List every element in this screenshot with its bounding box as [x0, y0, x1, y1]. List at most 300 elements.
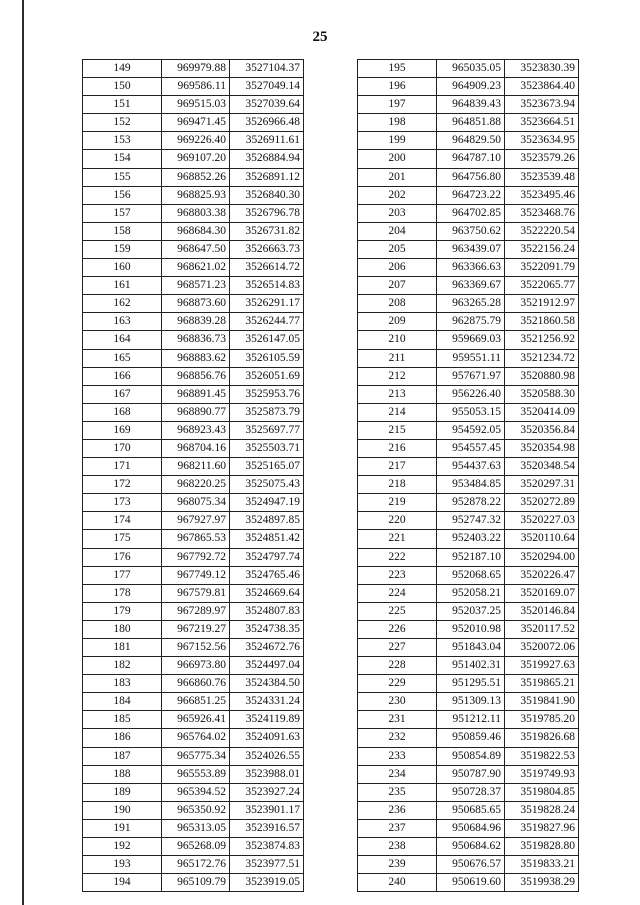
point-number-cell: 214	[358, 403, 437, 421]
x-coordinate-cell: 968220.25	[162, 476, 230, 494]
y-coordinate-cell: 3527039.64	[230, 96, 304, 114]
y-coordinate-cell: 3526614.72	[230, 259, 304, 277]
x-coordinate-cell: 965172.76	[162, 856, 230, 874]
table-row	[358, 620, 579, 638]
table-row	[358, 240, 579, 258]
point-number-cell: 170	[83, 439, 162, 457]
point-number-cell: 158	[83, 222, 162, 240]
table-row	[83, 639, 304, 657]
y-coordinate-cell: 3526840.30	[230, 186, 304, 204]
table-row	[83, 421, 304, 439]
y-coordinate-cell: 3526731.82	[230, 222, 304, 240]
table-row	[83, 819, 304, 837]
x-coordinate-cell: 967749.12	[162, 566, 230, 584]
table-row	[83, 458, 304, 476]
point-number-cell: 153	[83, 132, 162, 150]
x-coordinate-cell: 968211.60	[162, 458, 230, 476]
point-number-cell: 225	[358, 602, 437, 620]
table-row	[83, 838, 304, 856]
x-coordinate-cell: 953484.85	[437, 476, 505, 494]
y-coordinate-cell: 3526514.83	[230, 277, 304, 295]
point-number-cell: 198	[358, 114, 437, 132]
x-coordinate-cell: 968856.76	[162, 367, 230, 385]
y-coordinate-cell: 3523864.40	[505, 78, 579, 96]
point-number-cell: 165	[83, 349, 162, 367]
y-coordinate-cell: 3520226.47	[505, 566, 579, 584]
y-coordinate-cell: 3524497.04	[230, 657, 304, 675]
point-number-cell: 209	[358, 313, 437, 331]
y-coordinate-cell: 3521234.72	[505, 349, 579, 367]
y-coordinate-cell: 3520880.98	[505, 367, 579, 385]
x-coordinate-cell: 968836.73	[162, 331, 230, 349]
table-row	[83, 60, 304, 78]
table-row	[358, 60, 579, 78]
point-number-cell: 212	[358, 367, 437, 385]
x-coordinate-cell: 964839.43	[437, 96, 505, 114]
x-coordinate-cell: 968571.23	[162, 277, 230, 295]
point-number-cell: 162	[83, 295, 162, 313]
x-coordinate-cell: 959551.11	[437, 349, 505, 367]
point-number-cell: 218	[358, 476, 437, 494]
x-coordinate-cell: 952403.22	[437, 530, 505, 548]
table-row	[358, 675, 579, 693]
table-row	[83, 620, 304, 638]
y-coordinate-cell: 3521256.92	[505, 331, 579, 349]
table-row	[358, 639, 579, 657]
x-coordinate-cell: 968803.38	[162, 204, 230, 222]
table-row	[83, 729, 304, 747]
x-coordinate-cell: 963750.62	[437, 222, 505, 240]
x-coordinate-cell: 964723.22	[437, 186, 505, 204]
table-row	[83, 367, 304, 385]
y-coordinate-cell: 3520588.30	[505, 385, 579, 403]
x-coordinate-cell: 963265.28	[437, 295, 505, 313]
point-number-cell: 159	[83, 240, 162, 258]
x-coordinate-cell: 968891.45	[162, 385, 230, 403]
point-number-cell: 154	[83, 150, 162, 168]
point-number-cell: 169	[83, 421, 162, 439]
point-number-cell: 194	[83, 874, 162, 892]
x-coordinate-cell: 967152.56	[162, 639, 230, 657]
x-coordinate-cell: 969226.40	[162, 132, 230, 150]
x-coordinate-cell: 968825.93	[162, 186, 230, 204]
y-coordinate-cell: 3523988.01	[230, 765, 304, 783]
x-coordinate-cell: 963369.67	[437, 277, 505, 295]
y-coordinate-cell: 3523495.46	[505, 186, 579, 204]
x-coordinate-cell: 951309.13	[437, 693, 505, 711]
y-coordinate-cell: 3522065.77	[505, 277, 579, 295]
x-coordinate-cell: 959669.03	[437, 331, 505, 349]
point-number-cell: 187	[83, 747, 162, 765]
y-coordinate-cell: 3526051.69	[230, 367, 304, 385]
y-coordinate-cell: 3523634.95	[505, 132, 579, 150]
y-coordinate-cell: 3524851.42	[230, 530, 304, 548]
table-row	[83, 602, 304, 620]
table-row	[83, 584, 304, 602]
x-coordinate-cell: 968873.60	[162, 295, 230, 313]
point-number-cell: 202	[358, 186, 437, 204]
y-coordinate-cell: 3523901.17	[230, 801, 304, 819]
x-coordinate-cell: 967579.81	[162, 584, 230, 602]
table-row	[83, 494, 304, 512]
point-number-cell: 191	[83, 819, 162, 837]
point-number-cell: 206	[358, 259, 437, 277]
table-row	[83, 295, 304, 313]
point-number-cell: 192	[83, 838, 162, 856]
y-coordinate-cell: 3519785.20	[505, 711, 579, 729]
x-coordinate-cell: 950676.57	[437, 856, 505, 874]
y-coordinate-cell: 3526884.94	[230, 150, 304, 168]
x-coordinate-cell: 952187.10	[437, 548, 505, 566]
point-number-cell: 149	[83, 60, 162, 78]
point-number-cell: 233	[358, 747, 437, 765]
point-number-cell: 215	[358, 421, 437, 439]
table-row	[83, 204, 304, 222]
coordinates-table-left-body	[83, 60, 304, 892]
table-row	[358, 150, 579, 168]
table-row	[358, 331, 579, 349]
table-row	[358, 819, 579, 837]
y-coordinate-cell: 3524672.76	[230, 639, 304, 657]
point-number-cell: 203	[358, 204, 437, 222]
point-number-cell: 223	[358, 566, 437, 584]
x-coordinate-cell: 964851.88	[437, 114, 505, 132]
table-row	[358, 168, 579, 186]
y-coordinate-cell: 3522156.24	[505, 240, 579, 258]
point-number-cell: 178	[83, 584, 162, 602]
point-number-cell: 171	[83, 458, 162, 476]
table-row	[83, 132, 304, 150]
table-row	[358, 78, 579, 96]
table-row	[83, 259, 304, 277]
table-row	[358, 385, 579, 403]
table-row	[83, 783, 304, 801]
point-number-cell: 220	[358, 512, 437, 530]
x-coordinate-cell: 950684.96	[437, 819, 505, 837]
table-row	[83, 675, 304, 693]
y-coordinate-cell: 3526966.48	[230, 114, 304, 132]
y-coordinate-cell: 3523664.51	[505, 114, 579, 132]
table-row	[83, 874, 304, 892]
point-number-cell: 151	[83, 96, 162, 114]
table-row	[358, 96, 579, 114]
page-number: 25	[312, 29, 328, 45]
x-coordinate-cell: 968852.26	[162, 168, 230, 186]
x-coordinate-cell: 954592.05	[437, 421, 505, 439]
table-row	[358, 204, 579, 222]
point-number-cell: 226	[358, 620, 437, 638]
y-coordinate-cell: 3527049.14	[230, 78, 304, 96]
y-coordinate-cell: 3522220.54	[505, 222, 579, 240]
y-coordinate-cell: 3524091.63	[230, 729, 304, 747]
x-coordinate-cell: 965394.52	[162, 783, 230, 801]
table-row	[358, 711, 579, 729]
y-coordinate-cell: 3525075.43	[230, 476, 304, 494]
table-row	[358, 494, 579, 512]
point-number-cell: 219	[358, 494, 437, 512]
y-coordinate-cell: 3527104.37	[230, 60, 304, 78]
x-coordinate-cell: 951212.11	[437, 711, 505, 729]
x-coordinate-cell: 952010.98	[437, 620, 505, 638]
x-coordinate-cell: 963439.07	[437, 240, 505, 258]
x-coordinate-cell: 964829.50	[437, 132, 505, 150]
table-row	[358, 801, 579, 819]
y-coordinate-cell: 3520297.31	[505, 476, 579, 494]
point-number-cell: 237	[358, 819, 437, 837]
x-coordinate-cell: 965035.05	[437, 60, 505, 78]
y-coordinate-cell: 3523927.24	[230, 783, 304, 801]
y-coordinate-cell: 3520272.89	[505, 494, 579, 512]
table-row	[83, 476, 304, 494]
y-coordinate-cell: 3520294.00	[505, 548, 579, 566]
x-coordinate-cell: 968075.34	[162, 494, 230, 512]
x-coordinate-cell: 969515.03	[162, 96, 230, 114]
point-number-cell: 200	[358, 150, 437, 168]
x-coordinate-cell: 951295.51	[437, 675, 505, 693]
point-number-cell: 160	[83, 259, 162, 277]
point-number-cell: 156	[83, 186, 162, 204]
table-row	[358, 367, 579, 385]
x-coordinate-cell: 965764.02	[162, 729, 230, 747]
x-coordinate-cell: 965775.34	[162, 747, 230, 765]
x-coordinate-cell: 964702.85	[437, 204, 505, 222]
table-row	[358, 747, 579, 765]
point-number-cell: 150	[83, 78, 162, 96]
y-coordinate-cell: 3519865.21	[505, 675, 579, 693]
x-coordinate-cell: 968621.02	[162, 259, 230, 277]
x-coordinate-cell: 965350.92	[162, 801, 230, 819]
point-number-cell: 155	[83, 168, 162, 186]
y-coordinate-cell: 3522091.79	[505, 259, 579, 277]
x-coordinate-cell: 964909.23	[437, 78, 505, 96]
x-coordinate-cell: 965268.09	[162, 838, 230, 856]
y-coordinate-cell: 3520356.84	[505, 421, 579, 439]
y-coordinate-cell: 3524331.24	[230, 693, 304, 711]
y-coordinate-cell: 3520110.64	[505, 530, 579, 548]
point-number-cell: 157	[83, 204, 162, 222]
y-coordinate-cell: 3519822.53	[505, 747, 579, 765]
point-number-cell: 224	[358, 584, 437, 602]
table-row	[358, 222, 579, 240]
table-row	[83, 114, 304, 132]
table-row	[358, 458, 579, 476]
point-number-cell: 174	[83, 512, 162, 530]
coordinates-table-right-body	[358, 60, 579, 892]
x-coordinate-cell: 969586.11	[162, 78, 230, 96]
point-number-cell: 173	[83, 494, 162, 512]
y-coordinate-cell: 3524807.83	[230, 602, 304, 620]
point-number-cell: 238	[358, 838, 437, 856]
point-number-cell: 183	[83, 675, 162, 693]
x-coordinate-cell: 968684.30	[162, 222, 230, 240]
table-row	[83, 693, 304, 711]
x-coordinate-cell: 967289.97	[162, 602, 230, 620]
table-row	[358, 439, 579, 457]
x-coordinate-cell: 962875.79	[437, 313, 505, 331]
table-row	[83, 349, 304, 367]
x-coordinate-cell: 950684.62	[437, 838, 505, 856]
y-coordinate-cell: 3525953.76	[230, 385, 304, 403]
table-row	[358, 313, 579, 331]
table-row	[358, 657, 579, 675]
table-row	[83, 78, 304, 96]
table-row	[358, 349, 579, 367]
x-coordinate-cell: 957671.97	[437, 367, 505, 385]
point-number-cell: 227	[358, 639, 437, 657]
table-row	[83, 186, 304, 204]
point-number-cell: 175	[83, 530, 162, 548]
x-coordinate-cell: 954557.45	[437, 439, 505, 457]
table-row	[358, 856, 579, 874]
y-coordinate-cell: 3520169.07	[505, 584, 579, 602]
y-coordinate-cell: 3521912.97	[505, 295, 579, 313]
point-number-cell: 179	[83, 602, 162, 620]
y-coordinate-cell: 3526147.05	[230, 331, 304, 349]
table-row	[83, 657, 304, 675]
point-number-cell: 205	[358, 240, 437, 258]
y-coordinate-cell: 3523916.57	[230, 819, 304, 837]
table-row	[83, 439, 304, 457]
x-coordinate-cell: 968923.43	[162, 421, 230, 439]
point-number-cell: 228	[358, 657, 437, 675]
y-coordinate-cell: 3526244.77	[230, 313, 304, 331]
point-number-cell: 213	[358, 385, 437, 403]
point-number-cell: 236	[358, 801, 437, 819]
x-coordinate-cell: 967927.97	[162, 512, 230, 530]
x-coordinate-cell: 968883.62	[162, 349, 230, 367]
y-coordinate-cell: 3519826.68	[505, 729, 579, 747]
x-coordinate-cell: 952058.21	[437, 584, 505, 602]
x-coordinate-cell: 968890.77	[162, 403, 230, 421]
binding-edge-line	[22, 0, 24, 905]
x-coordinate-cell: 963366.63	[437, 259, 505, 277]
table-row	[358, 838, 579, 856]
table-row	[358, 693, 579, 711]
point-number-cell: 196	[358, 78, 437, 96]
x-coordinate-cell: 965926.41	[162, 711, 230, 729]
table-row	[83, 240, 304, 258]
table-row	[358, 512, 579, 530]
x-coordinate-cell: 967865.53	[162, 530, 230, 548]
point-number-cell: 211	[358, 349, 437, 367]
table-row	[358, 765, 579, 783]
table-row	[83, 548, 304, 566]
coordinates-table-left	[82, 59, 304, 892]
x-coordinate-cell: 965313.05	[162, 819, 230, 837]
point-number-cell: 161	[83, 277, 162, 295]
point-number-cell: 167	[83, 385, 162, 403]
y-coordinate-cell: 3519804.85	[505, 783, 579, 801]
point-number-cell: 201	[358, 168, 437, 186]
table-row	[83, 168, 304, 186]
point-number-cell: 180	[83, 620, 162, 638]
y-coordinate-cell: 3523673.94	[505, 96, 579, 114]
y-coordinate-cell: 3523874.83	[230, 838, 304, 856]
y-coordinate-cell: 3519828.80	[505, 838, 579, 856]
y-coordinate-cell: 3520414.09	[505, 403, 579, 421]
x-coordinate-cell: 969471.45	[162, 114, 230, 132]
table-row	[358, 602, 579, 620]
table-row	[83, 331, 304, 349]
table-row	[358, 729, 579, 747]
y-coordinate-cell: 3520227.03	[505, 512, 579, 530]
y-coordinate-cell: 3520354.98	[505, 439, 579, 457]
y-coordinate-cell: 3524669.64	[230, 584, 304, 602]
y-coordinate-cell: 3523830.39	[505, 60, 579, 78]
y-coordinate-cell: 3524119.89	[230, 711, 304, 729]
y-coordinate-cell: 3525873.79	[230, 403, 304, 421]
point-number-cell: 239	[358, 856, 437, 874]
point-number-cell: 208	[358, 295, 437, 313]
x-coordinate-cell: 950854.89	[437, 747, 505, 765]
table-row	[358, 476, 579, 494]
table-row	[83, 801, 304, 819]
point-number-cell: 163	[83, 313, 162, 331]
x-coordinate-cell: 966851.25	[162, 693, 230, 711]
table-row	[83, 765, 304, 783]
y-coordinate-cell: 3525503.71	[230, 439, 304, 457]
table-row	[358, 259, 579, 277]
point-number-cell: 190	[83, 801, 162, 819]
y-coordinate-cell: 3523468.76	[505, 204, 579, 222]
point-number-cell: 199	[358, 132, 437, 150]
y-coordinate-cell: 3524947.19	[230, 494, 304, 512]
table-row	[358, 295, 579, 313]
table-row	[83, 747, 304, 765]
y-coordinate-cell: 3525697.77	[230, 421, 304, 439]
table-row	[358, 114, 579, 132]
table-row	[358, 277, 579, 295]
point-number-cell: 152	[83, 114, 162, 132]
table-row	[358, 403, 579, 421]
y-coordinate-cell: 3524384.50	[230, 675, 304, 693]
table-row	[358, 566, 579, 584]
y-coordinate-cell: 3519938.29	[505, 874, 579, 892]
y-coordinate-cell: 3520348.54	[505, 458, 579, 476]
y-coordinate-cell: 3526105.59	[230, 349, 304, 367]
table-row	[358, 132, 579, 150]
point-number-cell: 216	[358, 439, 437, 457]
y-coordinate-cell: 3521860.58	[505, 313, 579, 331]
y-coordinate-cell: 3520117.52	[505, 620, 579, 638]
y-coordinate-cell: 3519828.24	[505, 801, 579, 819]
point-number-cell: 166	[83, 367, 162, 385]
point-number-cell: 181	[83, 639, 162, 657]
table-row	[83, 277, 304, 295]
x-coordinate-cell: 966860.76	[162, 675, 230, 693]
y-coordinate-cell: 3524797.74	[230, 548, 304, 566]
point-number-cell: 189	[83, 783, 162, 801]
table-row	[83, 566, 304, 584]
table-row	[83, 96, 304, 114]
point-number-cell: 182	[83, 657, 162, 675]
y-coordinate-cell: 3523977.51	[230, 856, 304, 874]
point-number-cell: 172	[83, 476, 162, 494]
x-coordinate-cell: 967792.72	[162, 548, 230, 566]
y-coordinate-cell: 3524738.35	[230, 620, 304, 638]
table-row	[83, 530, 304, 548]
y-coordinate-cell: 3524026.55	[230, 747, 304, 765]
y-coordinate-cell: 3519749.93	[505, 765, 579, 783]
x-coordinate-cell: 950728.37	[437, 783, 505, 801]
y-coordinate-cell: 3526291.17	[230, 295, 304, 313]
point-number-cell: 204	[358, 222, 437, 240]
point-number-cell: 231	[358, 711, 437, 729]
table-row	[83, 711, 304, 729]
y-coordinate-cell: 3526663.73	[230, 240, 304, 258]
x-coordinate-cell: 954437.63	[437, 458, 505, 476]
x-coordinate-cell: 952878.22	[437, 494, 505, 512]
